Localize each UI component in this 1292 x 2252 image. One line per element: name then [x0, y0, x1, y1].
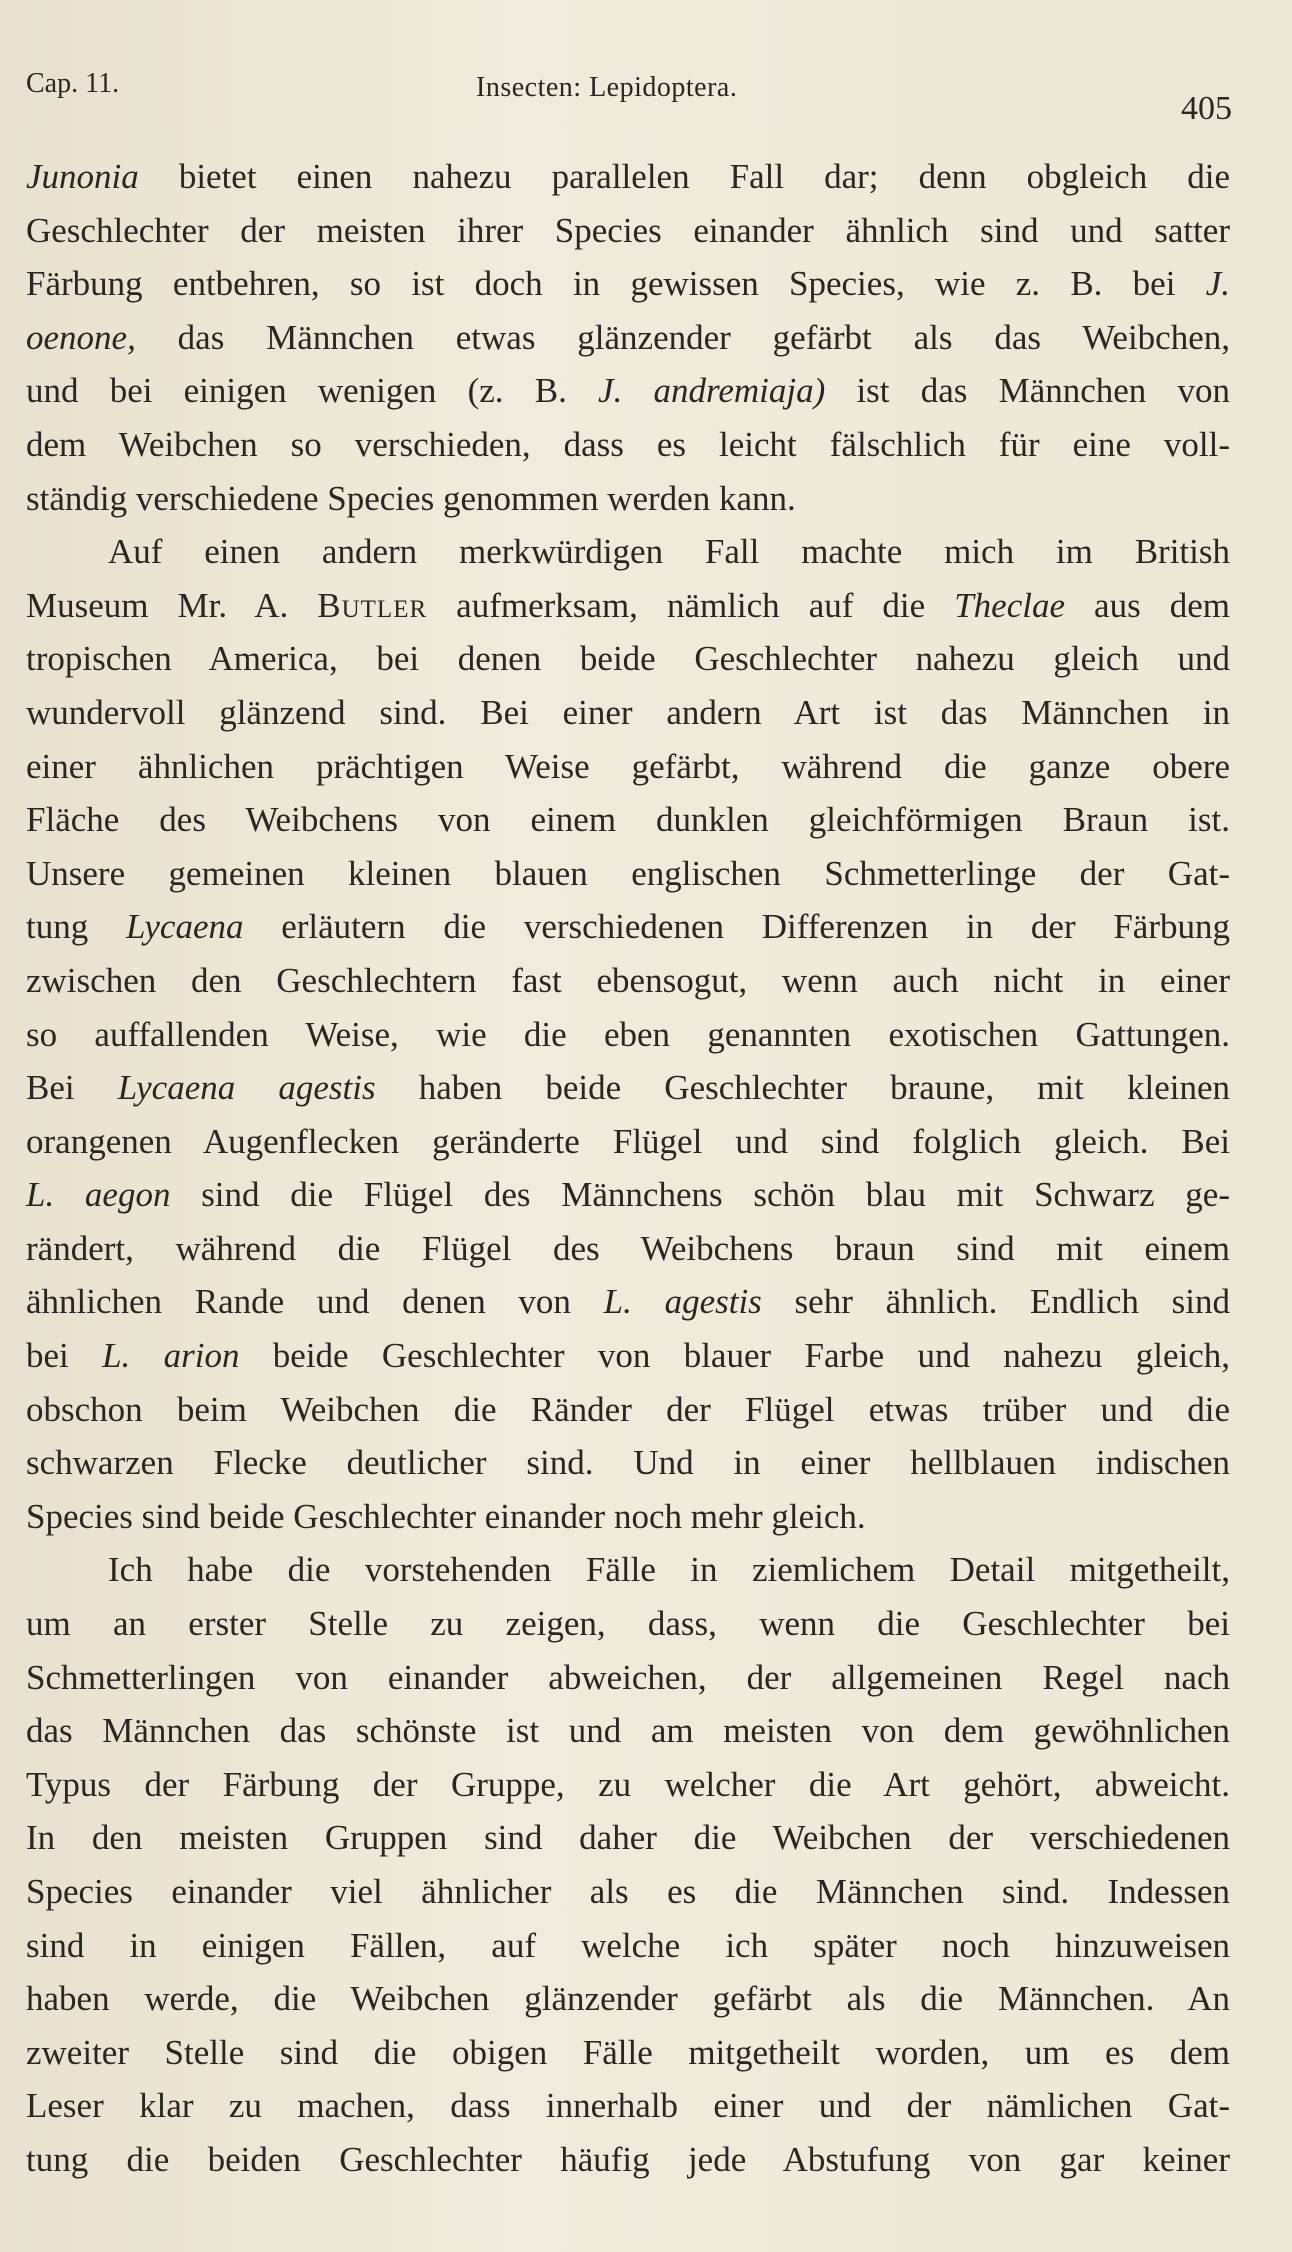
text-line — [26, 1061, 1230, 1115]
text-segment: sehr ähnlich. Endlich sind — [761, 1282, 1230, 1322]
text-line — [26, 1865, 1230, 1919]
chapter-label: Cap. 11. — [26, 68, 120, 99]
text-segment: schwarzen Flecke deutlicher sind. Und in einer hellblauen indischen — [26, 1443, 1230, 1483]
text-segment: tung die beiden Geschlechter häufig jede Abstufung von gar keiner — [26, 2139, 1230, 2179]
text-line — [26, 1436, 1230, 1490]
text-line — [26, 686, 1230, 740]
italic-text: J. andremiaja) — [598, 371, 826, 411]
text-segment: ähnlichen Rande und denen von — [26, 1282, 604, 1322]
text-line — [26, 1597, 1230, 1651]
text-segment: sind in einigen Fällen, auf welche ich später noch hinzuweisen — [26, 1925, 1230, 1965]
text-line — [26, 257, 1230, 311]
page-number: 405 — [1181, 90, 1232, 127]
text-segment: zweiter Stelle sind die obigen Fälle mitgetheilt worden, um es dem — [26, 2032, 1230, 2072]
text-segment: das Männchen etwas glänzender gefärbt als das Weibchen, — [135, 317, 1230, 357]
text-line — [26, 1543, 1230, 1597]
text-segment: erläutern die verschiedenen Differenzen in der Färbung — [243, 907, 1230, 947]
running-title: Insecten: Lepidoptera. — [476, 72, 738, 103]
italic-text: Theclae — [954, 585, 1066, 625]
text-line — [26, 1008, 1230, 1062]
text-segment: In den meisten Gruppen sind daher die Weibchen der verschiedenen — [26, 1818, 1230, 1858]
italic-text: L. arion — [102, 1336, 240, 1376]
text-line — [26, 1704, 1230, 1758]
text-line — [26, 2026, 1230, 2080]
text-segment: tung — [26, 907, 126, 947]
text-line — [26, 1383, 1230, 1437]
text-segment: Auf einen andern merkwürdigen Fall machte mich im British — [108, 532, 1230, 572]
text-line — [26, 900, 1230, 954]
text-line — [26, 793, 1230, 847]
text-segment: rändert, während die Flügel des Weibchens braun sind mit einem — [26, 1228, 1230, 1268]
text-segment: und bei einigen wenigen (z. B. — [26, 371, 599, 411]
text-segment: beide Geschlechter von blauer Farbe und nahezu gleich, — [239, 1336, 1230, 1376]
text-segment: obschon beim Weibchen die Ränder der Flügel etwas trüber und die — [26, 1389, 1230, 1429]
text-line — [26, 1919, 1230, 1973]
text-segment: Museum Mr. A. — [26, 585, 318, 625]
text-line — [26, 1329, 1230, 1383]
running-header — [26, 68, 1232, 128]
text-segment: Ich habe die vorstehenden Fälle in ziemlichem Detail mitgetheilt, — [108, 1550, 1230, 1590]
text-segment: tropischen America, bei denen beide Geschlechter nahezu gleich und — [26, 639, 1230, 679]
text-segment: einer ähnlichen prächtigen Weise gefärbt, während die ganze obere — [26, 746, 1230, 786]
text-segment: Unsere gemeinen kleinen blauen englischen Schmetterlinge der Gat- — [26, 853, 1230, 893]
italic-text: Lycaena agestis — [117, 1068, 376, 1108]
text-segment: Leser klar zu machen, dass innerhalb einer und der nämlichen Gat- — [26, 2086, 1230, 2126]
text-line — [26, 472, 1230, 526]
text-segment: orangenen Augenflecken geränderte Flügel und sind folglich gleich. Bei — [26, 1121, 1230, 1161]
text-segment: so auffallenden Weise, wie die eben genannten exotischen Gattungen. — [26, 1014, 1230, 1054]
text-segment: Species einander viel ähnlicher als es die Männchen sind. Indessen — [26, 1872, 1230, 1911]
text-segment: Geschlechter der meisten ihrer Species einander ähnlich sind und satter — [26, 210, 1230, 250]
text-segment: bietet einen nahezu parallelen Fall dar; denn obgleich die — [138, 157, 1230, 196]
text-segment: zwischen den Geschlechtern fast ebensogut, wenn auch nicht in einer — [26, 960, 1230, 1000]
text-segment: Schmetterlingen von einander abweichen, der allgemeinen Regel nach — [26, 1657, 1230, 1697]
text-line — [26, 1222, 1230, 1276]
text-segment: dem Weibchen so verschieden, dass es leicht fälschlich für eine voll- — [26, 424, 1230, 464]
text-segment: ist das Männchen von — [825, 371, 1230, 411]
italic-text: oenone, — [26, 317, 136, 357]
text-segment: bei — [26, 1336, 103, 1376]
body-text — [26, 150, 1230, 2187]
text-segment: ständig verschiedene Species genommen werden kann. — [26, 478, 796, 518]
text-line — [26, 1651, 1230, 1705]
text-line — [26, 364, 1230, 418]
text-segment: wundervoll glänzend sind. Bei einer andern Art ist das Männchen in — [26, 692, 1230, 732]
text-segment: haben werde, die Weibchen glänzender gefärbt als die Männchen. An — [26, 1979, 1230, 2019]
text-line — [26, 418, 1230, 472]
text-segment: aufmerksam, nämlich auf die — [427, 585, 955, 625]
text-line — [26, 1168, 1230, 1222]
text-line — [26, 525, 1230, 579]
text-line — [26, 1115, 1230, 1169]
text-segment: sind die Flügel des Männchens schön blau mit Schwarz ge- — [170, 1175, 1230, 1215]
text-line — [26, 954, 1230, 1008]
text-line — [26, 150, 1230, 204]
text-segment: Species sind beide Geschlechter einander noch mehr gleich. — [26, 1496, 866, 1536]
text-line — [26, 2079, 1230, 2133]
text-line — [26, 204, 1230, 258]
text-segment: Typus der Färbung der Gruppe, zu welcher die Art gehört, abweicht. — [26, 1764, 1230, 1804]
text-segment: Fläche des Weibchens von einem dunklen gleichförmigen Braun ist. — [26, 800, 1230, 840]
italic-text: L. aegon — [26, 1175, 171, 1215]
text-segment: das Männchen das schönste ist und am meisten von dem gewöhnlichen — [26, 1711, 1230, 1751]
text-line — [26, 1275, 1230, 1329]
smallcaps-text: Butler — [317, 585, 428, 625]
italic-text: L. agestis — [603, 1282, 762, 1322]
text-line — [26, 1811, 1230, 1865]
text-segment: Bei — [26, 1068, 118, 1108]
text-line — [26, 2133, 1230, 2187]
text-line — [26, 579, 1230, 633]
text-line — [26, 311, 1230, 365]
text-segment: Färbung entbehren, so ist doch in gewissen Species, wie z. B. bei — [26, 264, 1206, 304]
italic-text: J. — [1205, 264, 1230, 304]
italic-text: Lycaena — [125, 907, 244, 947]
italic-text: Junonia — [26, 157, 139, 196]
text-line — [26, 1972, 1230, 2026]
text-line — [26, 740, 1230, 794]
text-segment: haben beide Geschlechter braune, mit kleinen — [375, 1068, 1230, 1108]
text-line — [26, 632, 1230, 686]
text-line — [26, 1758, 1230, 1812]
text-segment: um an erster Stelle zu zeigen, dass, wenn die Geschlechter bei — [26, 1604, 1230, 1644]
text-line — [26, 847, 1230, 901]
text-line — [26, 1490, 1230, 1544]
text-segment: aus dem — [1065, 585, 1230, 625]
